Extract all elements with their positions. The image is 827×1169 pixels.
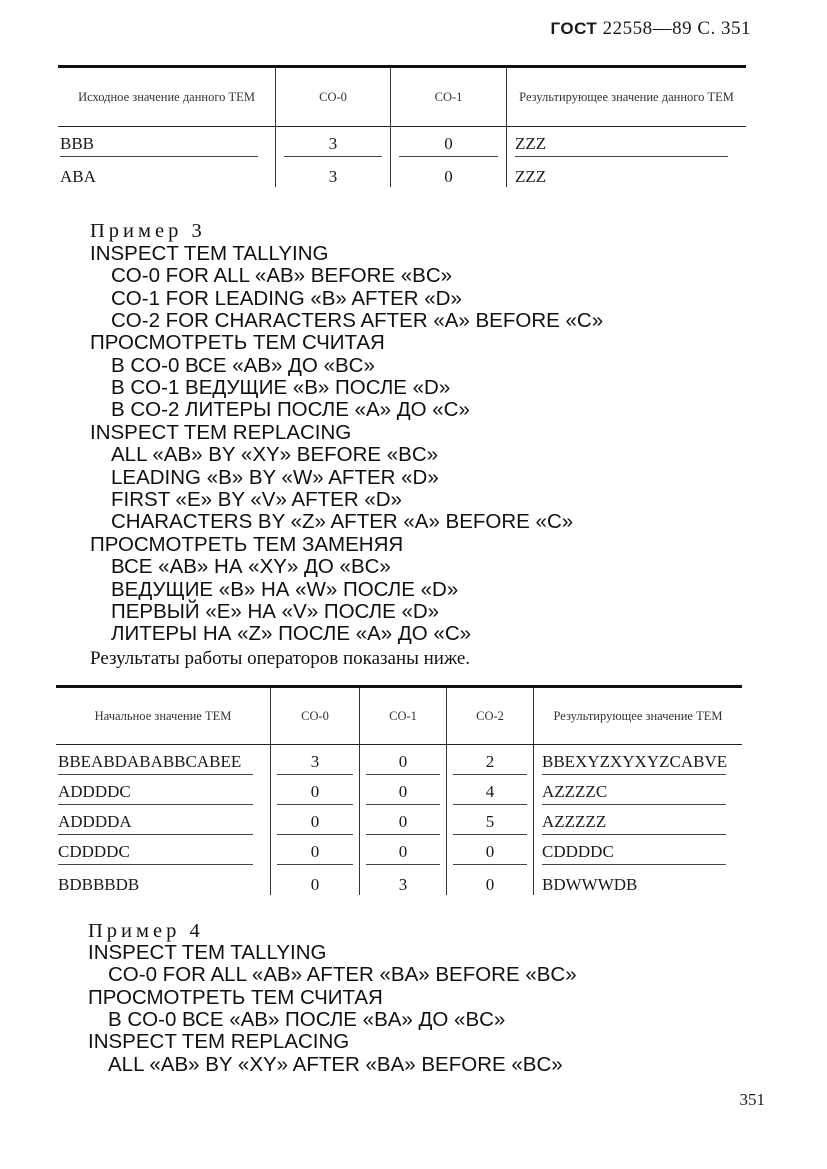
table-cell: 0 [366, 782, 440, 805]
table-cell: 0 [310, 875, 320, 894]
table-cell: 5 [453, 812, 527, 835]
gost-label: ГОСТ [550, 19, 598, 38]
table-cell: 3 [277, 752, 353, 775]
table-header-row [58, 67, 746, 127]
table-cell: 3 [328, 167, 338, 186]
code-line: ЛИТЕРЫ НА «Z» ПОСЛЕ «A» ДО «C» [111, 622, 472, 645]
column-header: Исходное значение данного TEM [58, 67, 276, 127]
table-row [56, 745, 742, 776]
table-cell: BDWWWDB [542, 875, 638, 894]
table-row [58, 157, 746, 187]
table-cell: 3 [284, 134, 382, 157]
code-line: ПЕРВЫЙ «E» НА «V» ПОСЛЕ «D» [111, 600, 440, 623]
results-table-2 [56, 685, 742, 895]
column-header: Начальное значение TEM [56, 687, 271, 745]
code-line: ПРОСМОТРЕТЬ TEM ЗАМЕНЯЯ [90, 533, 404, 556]
table-cell: ZZZ [515, 167, 547, 186]
code-line: В CO-0 ВСЕ «AB» ПОСЛЕ «BA» ДО «BC» [108, 1008, 506, 1031]
code-line: ПРОСМОТРЕТЬ TEM СЧИТАЯ [90, 331, 385, 354]
code-line: INSPECT TEM REPLACING [88, 1030, 350, 1053]
code-line: ВСЕ «AB» НА «XY» ДО «BC» [111, 555, 391, 578]
code-line: CO-0 FOR ALL «AB» AFTER «BA» BEFORE «BC» [108, 963, 577, 986]
column-header: CO-2 [447, 687, 534, 745]
table-cell: 0 [277, 782, 353, 805]
table-cell: BBB [60, 134, 258, 157]
table-cell: CDDDDC [542, 842, 726, 865]
table-cell: 0 [277, 812, 353, 835]
column-header: Результирующее значение TEM [534, 687, 743, 745]
table-row [56, 865, 742, 895]
column-header: CO-0 [271, 687, 360, 745]
table-row [58, 127, 746, 158]
standard-number: 22558—89 С. 351 [602, 18, 751, 39]
table-cell: 0 [485, 875, 495, 894]
code-line: CO-1 FOR LEADING «B» AFTER «D» [111, 287, 462, 310]
table-cell: 4 [453, 782, 527, 805]
table-cell: 0 [444, 167, 453, 186]
column-header: CO-1 [360, 687, 447, 745]
table-cell: AZZZZC [542, 782, 726, 805]
table-cell: 0 [366, 812, 440, 835]
column-header: CO-0 [276, 67, 391, 127]
table-cell: 0 [366, 842, 440, 865]
code-line: В CO-1 ВЕДУЩИЕ «B» ПОСЛЕ «D» [111, 376, 451, 399]
code-line: INSPECT TEM TALLYING [90, 242, 329, 265]
results-table-1 [58, 65, 746, 187]
table-cell: 0 [366, 752, 440, 775]
table-header-row [56, 687, 742, 745]
example-title: Пример 4 [88, 920, 204, 942]
code-line: INSPECT TEM REPLACING [90, 421, 352, 444]
table-cell: 0 [453, 842, 527, 865]
table-cell: 2 [453, 752, 527, 775]
example-title: Пример 3 [90, 220, 206, 242]
table-cell: AZZZZZ [542, 812, 726, 835]
code-line: В CO-0 ВСЕ «AB» ДО «BC» [111, 354, 375, 377]
table-cell: ADDDDA [58, 812, 253, 835]
code-line: FIRST «E» BY «V» AFTER «D» [111, 488, 402, 511]
code-line: CHARACTERS BY «Z» AFTER «A» BEFORE «C» [111, 510, 574, 533]
table-cell: ABA [60, 167, 96, 186]
column-header: CO-1 [391, 67, 507, 127]
code-line: INSPECT TEM TALLYING [88, 941, 327, 964]
table-cell: CDDDDC [58, 842, 253, 865]
code-line: CO-2 FOR CHARACTERS AFTER «A» BEFORE «C» [111, 309, 604, 332]
table-cell: ADDDDC [58, 782, 253, 805]
table-cell: ZZZ [515, 134, 728, 157]
code-line: LEADING «B» BY «W» AFTER «D» [111, 466, 439, 489]
table-cell: 0 [277, 842, 353, 865]
table-cell: 3 [398, 875, 408, 894]
column-header: Результирующее значение данного TEM [507, 67, 747, 127]
page-number: 351 [739, 1090, 765, 1109]
table-row [56, 835, 742, 865]
table-row [56, 775, 742, 805]
table-cell: 0 [399, 134, 498, 157]
code-line: ALL «AB» BY «XY» BEFORE «BC» [111, 443, 439, 466]
code-line: CO-0 FOR ALL «AB» BEFORE «BC» [111, 264, 453, 287]
table-cell: BBEABDABABBCABEE [58, 752, 253, 775]
table-row [56, 805, 742, 835]
code-line: ВЕДУЩИЕ «B» НА «W» ПОСЛЕ «D» [111, 578, 459, 601]
code-line: ПРОСМОТРЕТЬ TEM СЧИТАЯ [88, 986, 383, 1009]
page-header [550, 18, 751, 40]
code-line: В CO-2 ЛИТЕРЫ ПОСЛЕ «A» ДО «C» [111, 398, 470, 421]
code-line: ALL «AB» BY «XY» AFTER «BA» BEFORE «BC» [108, 1053, 563, 1076]
table-cell: BBEXYZXYXYZCABVE [542, 752, 726, 775]
results-note: Результаты работы операторов показаны ниже. [90, 648, 471, 669]
table-cell: BDBBBDB [58, 875, 140, 894]
